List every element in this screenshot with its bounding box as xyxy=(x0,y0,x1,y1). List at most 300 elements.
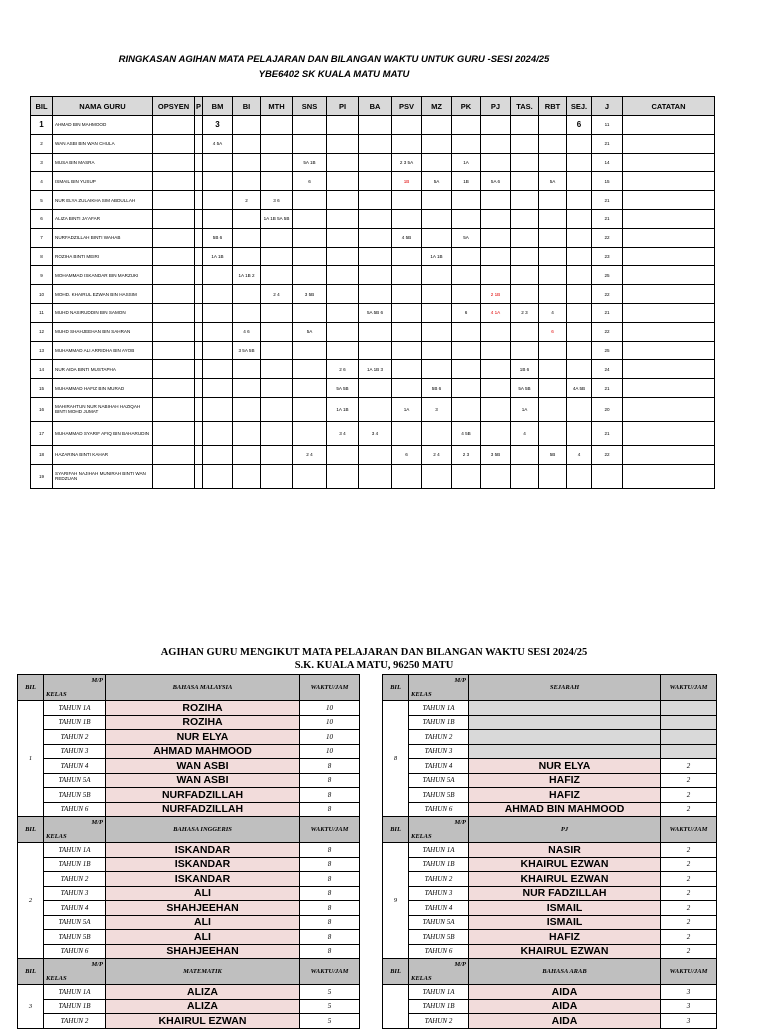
subject-header-row xyxy=(18,959,360,985)
summary-cell-mz xyxy=(422,153,452,172)
class-name: TAHUN 2 xyxy=(409,872,469,887)
summary-cell-ba xyxy=(359,191,392,210)
hours-value: 2 xyxy=(661,788,717,803)
summary-cell-mth xyxy=(261,421,293,445)
summary-cell-rbt xyxy=(539,379,567,398)
summary-cell-mz: 5B 6 xyxy=(422,379,452,398)
summary-cell-bi xyxy=(233,172,261,191)
summary-cell-bm xyxy=(203,266,233,285)
teacher-name: ISMAIL xyxy=(469,915,661,930)
mp-label: M/P xyxy=(91,819,103,826)
summary-header-psv: PSV xyxy=(392,97,422,116)
hours-value: 10 xyxy=(300,744,360,759)
summary-cell-ba xyxy=(359,285,392,304)
summary-cell-sej xyxy=(567,360,592,379)
summary-cell-pk xyxy=(452,116,481,135)
summary-cell-tas xyxy=(511,285,539,304)
summary-cell-rbt xyxy=(539,116,567,135)
summary-cell-sns xyxy=(293,421,327,445)
class-row xyxy=(18,886,360,901)
summary-cell-pj xyxy=(481,360,511,379)
mp-label: M/P xyxy=(454,961,466,968)
summary-cell-p xyxy=(195,322,203,341)
summary-table xyxy=(30,96,715,489)
summary-cell-psv xyxy=(392,191,422,210)
waktu-header: WAKTU/JAM xyxy=(300,959,360,985)
summary-cell-pj xyxy=(481,116,511,135)
summary-cell-bm xyxy=(203,322,233,341)
summary-cell-psv: 1A xyxy=(392,397,422,421)
summary-cell-sns: 2 4 xyxy=(293,445,327,464)
summary-row xyxy=(31,191,715,210)
summary-cell-opsyen xyxy=(153,247,195,266)
summary-cell-bm xyxy=(203,172,233,191)
agihan-title: AGIHAN GURU MENGIKUT MATA PELAJARAN DAN BILANGAN WAKTU SESI 2024/25 xyxy=(160,647,588,658)
summary-cell-pi xyxy=(327,191,359,210)
class-name: TAHUN 2 xyxy=(44,730,106,745)
summary-cell-mth: 1A 1B 5A 5B xyxy=(261,209,293,228)
summary-cell-name: MUHAMMAD HAFIZ BIN MURAD xyxy=(53,379,153,398)
summary-cell-p xyxy=(195,360,203,379)
class-row xyxy=(383,985,717,1000)
summary-cell-catatan xyxy=(623,191,715,210)
summary-cell-name: MAHIRAHTUN NUR NABIHAH HAZIQAH BINTI MOHD JUMAT xyxy=(53,397,153,421)
summary-row xyxy=(31,341,715,360)
summary-cell-psv xyxy=(392,266,422,285)
class-name: TAHUN 6 xyxy=(409,944,469,959)
summary-cell-sej xyxy=(567,191,592,210)
subject-name: PJ xyxy=(469,817,661,843)
summary-cell-psv xyxy=(392,341,422,360)
hours-value: 2 xyxy=(661,857,717,872)
mp-kelas-header xyxy=(44,675,106,701)
summary-cell-catatan xyxy=(623,464,715,488)
summary-cell-pi xyxy=(327,322,359,341)
subject-header-row xyxy=(383,817,717,843)
hours-value: 10 xyxy=(300,730,360,745)
class-row xyxy=(383,915,717,930)
summary-cell-bi: 3 5A 5B xyxy=(233,341,261,360)
summary-cell-name: MUSA BIN MASRA xyxy=(53,153,153,172)
teacher-name: AIDA xyxy=(469,999,661,1014)
summary-cell-mth xyxy=(261,303,293,322)
summary-cell-name: HAZARINA BINTI KAHAR xyxy=(53,445,153,464)
summary-cell-bi xyxy=(233,247,261,266)
summary-cell-bil: 5 xyxy=(31,191,53,210)
summary-cell-sej xyxy=(567,153,592,172)
hours-value: 2 xyxy=(661,915,717,930)
summary-cell-rbt: 6 xyxy=(539,322,567,341)
teacher-name: NUR ELYA xyxy=(106,730,300,745)
summary-cell-opsyen xyxy=(153,445,195,464)
teacher-name: NUR ELYA xyxy=(469,759,661,774)
summary-cell-bil: 7 xyxy=(31,228,53,247)
summary-cell-catatan xyxy=(623,285,715,304)
block-number: 3 xyxy=(18,985,44,1029)
summary-cell-sej xyxy=(567,172,592,191)
hours-value xyxy=(661,715,717,730)
summary-cell-bi: 1A 1B 2 xyxy=(233,266,261,285)
summary-cell-sns xyxy=(293,341,327,360)
summary-cell-name: MOHD. KHAIRUL EZWAN BIN HASSIM xyxy=(53,285,153,304)
summary-cell-mth xyxy=(261,228,293,247)
summary-cell-pj xyxy=(481,247,511,266)
summary-cell-sej xyxy=(567,209,592,228)
teacher-name: ALI xyxy=(106,930,300,945)
summary-cell-p xyxy=(195,153,203,172)
summary-cell-p xyxy=(195,266,203,285)
mp-label: M/P xyxy=(454,677,466,684)
summary-cell-p xyxy=(195,341,203,360)
hours-value: 10 xyxy=(300,701,360,716)
teacher-name: ALI xyxy=(106,886,300,901)
summary-cell-mth xyxy=(261,247,293,266)
teacher-name: KHAIRUL EZWAN xyxy=(469,944,661,959)
summary-cell-rbt xyxy=(539,464,567,488)
summary-cell-psv xyxy=(392,303,422,322)
summary-cell-mth xyxy=(261,445,293,464)
hours-value xyxy=(661,744,717,759)
summary-cell-ba xyxy=(359,209,392,228)
summary-cell-p xyxy=(195,134,203,153)
summary-cell-bm xyxy=(203,379,233,398)
hours-value: 2 xyxy=(661,901,717,916)
hours-value: 2 xyxy=(661,930,717,945)
summary-cell-bil: 16 xyxy=(31,397,53,421)
summary-cell-mz xyxy=(422,134,452,153)
summary-cell-sej xyxy=(567,341,592,360)
summary-cell-name: NUR ELYA ZULAIKHA SIM ABDULLAH xyxy=(53,191,153,210)
summary-cell-pk: 1B xyxy=(452,172,481,191)
mp-kelas-header xyxy=(409,675,469,701)
class-name: TAHUN 1B xyxy=(44,999,106,1014)
class-row xyxy=(383,701,717,716)
class-name: TAHUN 1B xyxy=(44,857,106,872)
hours-value: 10 xyxy=(300,715,360,730)
summary-cell-sns xyxy=(293,464,327,488)
summary-cell-pi xyxy=(327,464,359,488)
summary-cell-pk xyxy=(452,397,481,421)
summary-cell-bm xyxy=(203,209,233,228)
teacher-name: KHAIRUL EZWAN xyxy=(106,1014,300,1029)
summary-cell-ba xyxy=(359,379,392,398)
summary-cell-opsyen xyxy=(153,379,195,398)
summary-cell-mth xyxy=(261,172,293,191)
summary-cell-psv xyxy=(392,379,422,398)
summary-cell-sns xyxy=(293,134,327,153)
summary-cell-rbt xyxy=(539,285,567,304)
class-row xyxy=(18,744,360,759)
class-row xyxy=(383,1014,717,1029)
summary-cell-rbt: 4 xyxy=(539,303,567,322)
summary-cell-opsyen xyxy=(153,116,195,135)
summary-cell-sej xyxy=(567,228,592,247)
summary-cell-pk xyxy=(452,379,481,398)
summary-cell-mz xyxy=(422,322,452,341)
class-row xyxy=(383,886,717,901)
summary-cell-mz xyxy=(422,341,452,360)
summary-cell-opsyen xyxy=(153,191,195,210)
hours-value: 2 xyxy=(661,872,717,887)
class-name: TAHUN 1B xyxy=(409,999,469,1014)
summary-cell-mz: 3 xyxy=(422,397,452,421)
class-name: TAHUN 3 xyxy=(44,886,106,901)
class-name: TAHUN 6 xyxy=(409,802,469,817)
summary-row xyxy=(31,303,715,322)
summary-cell-sns xyxy=(293,209,327,228)
summary-cell-opsyen xyxy=(153,397,195,421)
bil-header: BIL xyxy=(383,817,409,843)
summary-cell-pi: 3 4 xyxy=(327,421,359,445)
summary-cell-bm xyxy=(203,341,233,360)
summary-cell-bm xyxy=(203,191,233,210)
class-name: TAHUN 1A xyxy=(44,843,106,858)
summary-cell-rbt xyxy=(539,209,567,228)
summary-cell-ba xyxy=(359,228,392,247)
mp-kelas-header xyxy=(409,817,469,843)
summary-cell-bi xyxy=(233,421,261,445)
summary-cell-pk xyxy=(452,322,481,341)
summary-cell-catatan xyxy=(623,228,715,247)
summary-cell-sns xyxy=(293,379,327,398)
bil-header: BIL xyxy=(18,817,44,843)
summary-row xyxy=(31,397,715,421)
summary-cell-sej xyxy=(567,285,592,304)
agihan-table-right xyxy=(382,674,717,1029)
summary-cell-bil: 2 xyxy=(31,134,53,153)
summary-cell-bm: 5B 6 xyxy=(203,228,233,247)
summary-cell-sns xyxy=(293,360,327,379)
teacher-name: HAFIZ xyxy=(469,788,661,803)
teacher-name: NURFADZILLAH xyxy=(106,802,300,817)
summary-cell-catatan xyxy=(623,445,715,464)
summary-cell-bil: 6 xyxy=(31,209,53,228)
teacher-name xyxy=(469,701,661,716)
block-number: 1 xyxy=(18,701,44,817)
summary-cell-tas: 2 3 xyxy=(511,303,539,322)
summary-cell-mz: 1A 1B xyxy=(422,247,452,266)
class-row xyxy=(18,857,360,872)
class-row xyxy=(18,802,360,817)
summary-cell-sns xyxy=(293,247,327,266)
summary-cell-ba xyxy=(359,172,392,191)
summary-header-mz: MZ xyxy=(422,97,452,116)
summary-header-sns: SNS xyxy=(293,97,327,116)
summary-cell-bi xyxy=(233,464,261,488)
class-name: TAHUN 3 xyxy=(44,744,106,759)
class-row xyxy=(18,759,360,774)
summary-cell-psv: 6 xyxy=(392,445,422,464)
summary-cell-j: 22 xyxy=(592,285,623,304)
summary-cell-bm xyxy=(203,303,233,322)
summary-cell-name: MOHAMMAD ISKANDAR BIN MARZUKI xyxy=(53,266,153,285)
summary-cell-bi xyxy=(233,116,261,135)
summary-cell-ba xyxy=(359,445,392,464)
summary-cell-bi xyxy=(233,134,261,153)
class-name: TAHUN 5B xyxy=(44,788,106,803)
summary-cell-pk xyxy=(452,285,481,304)
summary-cell-bil: 14 xyxy=(31,360,53,379)
class-row xyxy=(18,701,360,716)
summary-cell-pj: 5A 6 xyxy=(481,172,511,191)
summary-cell-bi xyxy=(233,360,261,379)
summary-header-bi: BI xyxy=(233,97,261,116)
hours-value: 3 xyxy=(661,999,717,1014)
class-row xyxy=(383,744,717,759)
summary-header-pj: PJ xyxy=(481,97,511,116)
summary-cell-opsyen xyxy=(153,134,195,153)
summary-cell-pj xyxy=(481,191,511,210)
hours-value: 2 xyxy=(661,886,717,901)
summary-cell-catatan xyxy=(623,379,715,398)
class-name: TAHUN 1A xyxy=(44,701,106,716)
summary-cell-j: 22 xyxy=(592,322,623,341)
summary-cell-pk xyxy=(452,134,481,153)
summary-row xyxy=(31,228,715,247)
summary-cell-rbt xyxy=(539,421,567,445)
hours-value: 5 xyxy=(300,999,360,1014)
summary-cell-bm xyxy=(203,421,233,445)
summary-header-rbt: RBT xyxy=(539,97,567,116)
summary-cell-bi: 4 6 xyxy=(233,322,261,341)
summary-cell-pk xyxy=(452,464,481,488)
waktu-header: WAKTU/JAM xyxy=(300,675,360,701)
summary-cell-catatan xyxy=(623,134,715,153)
summary-cell-ba xyxy=(359,322,392,341)
summary-cell-pj xyxy=(481,153,511,172)
summary-cell-catatan xyxy=(623,247,715,266)
summary-cell-psv xyxy=(392,322,422,341)
summary-cell-bm xyxy=(203,397,233,421)
summary-cell-p xyxy=(195,379,203,398)
summary-cell-sej xyxy=(567,397,592,421)
summary-cell-ba xyxy=(359,266,392,285)
summary-cell-psv xyxy=(392,421,422,445)
summary-cell-psv: 2 3 5A xyxy=(392,153,422,172)
summary-cell-catatan xyxy=(623,360,715,379)
summary-cell-bil: 13 xyxy=(31,341,53,360)
summary-cell-name: WAN ASBI BIN WAN CHULA xyxy=(53,134,153,153)
class-row xyxy=(18,999,360,1014)
summary-cell-pj xyxy=(481,266,511,285)
class-name: TAHUN 5A xyxy=(44,915,106,930)
class-name: TAHUN 1B xyxy=(409,715,469,730)
summary-cell-pk xyxy=(452,266,481,285)
summary-cell-name: NURFADZILLAH BINTI WAHAB xyxy=(53,228,153,247)
summary-cell-opsyen xyxy=(153,228,195,247)
teacher-name: ROZIHA xyxy=(106,715,300,730)
summary-cell-j: 14 xyxy=(592,153,623,172)
summary-cell-bil: 18 xyxy=(31,445,53,464)
summary-cell-name: SYARIFAH NAJIHAH MUNIRAH BINTI WAN REDZUAN xyxy=(53,464,153,488)
summary-cell-bm: 4 5A xyxy=(203,134,233,153)
summary-cell-pk xyxy=(452,360,481,379)
waktu-header: WAKTU/JAM xyxy=(661,675,717,701)
summary-cell-p xyxy=(195,116,203,135)
agihan-table-left xyxy=(17,674,360,1029)
summary-row xyxy=(31,464,715,488)
hours-value: 3 xyxy=(661,985,717,1000)
summary-cell-ba xyxy=(359,134,392,153)
block-number xyxy=(383,985,409,1029)
summary-cell-pk: 1A xyxy=(452,153,481,172)
class-row xyxy=(18,985,360,1000)
class-row xyxy=(383,802,717,817)
summary-cell-pi: 5A 5B xyxy=(327,379,359,398)
waktu-header: WAKTU/JAM xyxy=(661,959,717,985)
summary-cell-sej: 4 xyxy=(567,445,592,464)
class-name: TAHUN 1A xyxy=(409,843,469,858)
summary-cell-bi xyxy=(233,285,261,304)
summary-cell-opsyen xyxy=(153,285,195,304)
summary-cell-j: 23 xyxy=(592,247,623,266)
summary-cell-sns xyxy=(293,228,327,247)
summary-row xyxy=(31,134,715,153)
class-name: TAHUN 5A xyxy=(409,773,469,788)
teacher-name: ALIZA xyxy=(106,999,300,1014)
hours-value: 5 xyxy=(300,1014,360,1029)
class-row xyxy=(383,715,717,730)
summary-cell-sns: 6 xyxy=(293,172,327,191)
summary-cell-ba xyxy=(359,397,392,421)
summary-header-pi: PI xyxy=(327,97,359,116)
summary-cell-tas: 5A 5B xyxy=(511,379,539,398)
summary-cell-tas xyxy=(511,445,539,464)
class-row xyxy=(18,872,360,887)
summary-cell-sej: 4A 5B xyxy=(567,379,592,398)
summary-cell-name: NUR AIDA BINTI MUSTAPHA xyxy=(53,360,153,379)
summary-cell-sns xyxy=(293,116,327,135)
summary-cell-sej xyxy=(567,247,592,266)
school-address-title: S.K. KUALA MATU, 96250 MATU xyxy=(294,660,454,671)
summary-cell-pj xyxy=(481,134,511,153)
summary-cell-sej xyxy=(567,303,592,322)
summary-cell-j: 24 xyxy=(592,360,623,379)
class-name: TAHUN 6 xyxy=(44,944,106,959)
summary-cell-catatan xyxy=(623,116,715,135)
summary-row xyxy=(31,285,715,304)
summary-cell-pj: 2 1B xyxy=(481,285,511,304)
summary-header-ba: BA xyxy=(359,97,392,116)
waktu-header: WAKTU/JAM xyxy=(300,817,360,843)
summary-cell-bi xyxy=(233,228,261,247)
summary-cell-opsyen xyxy=(153,153,195,172)
hours-value: 8 xyxy=(300,759,360,774)
summary-cell-p xyxy=(195,464,203,488)
kelas-label: KELAS xyxy=(46,975,67,982)
hours-value: 8 xyxy=(300,901,360,916)
teacher-name: WAN ASBI xyxy=(106,759,300,774)
summary-header-p: P xyxy=(195,97,203,116)
summary-cell-name: AHMAD BIN MAHMOOD xyxy=(53,116,153,135)
summary-cell-bi xyxy=(233,209,261,228)
summary-cell-mz xyxy=(422,464,452,488)
summary-cell-j: 25 xyxy=(592,266,623,285)
summary-cell-opsyen xyxy=(153,341,195,360)
class-row xyxy=(383,788,717,803)
summary-cell-psv xyxy=(392,247,422,266)
summary-header-mth: MTH xyxy=(261,97,293,116)
summary-row xyxy=(31,421,715,445)
summary-cell-catatan xyxy=(623,397,715,421)
summary-cell-mz xyxy=(422,191,452,210)
summary-cell-j: 11 xyxy=(592,116,623,135)
class-name: TAHUN 4 xyxy=(409,759,469,774)
summary-cell-tas xyxy=(511,247,539,266)
subject-name: BAHASA ARAB xyxy=(469,959,661,985)
kelas-label: KELAS xyxy=(411,975,432,982)
summary-cell-opsyen xyxy=(153,303,195,322)
